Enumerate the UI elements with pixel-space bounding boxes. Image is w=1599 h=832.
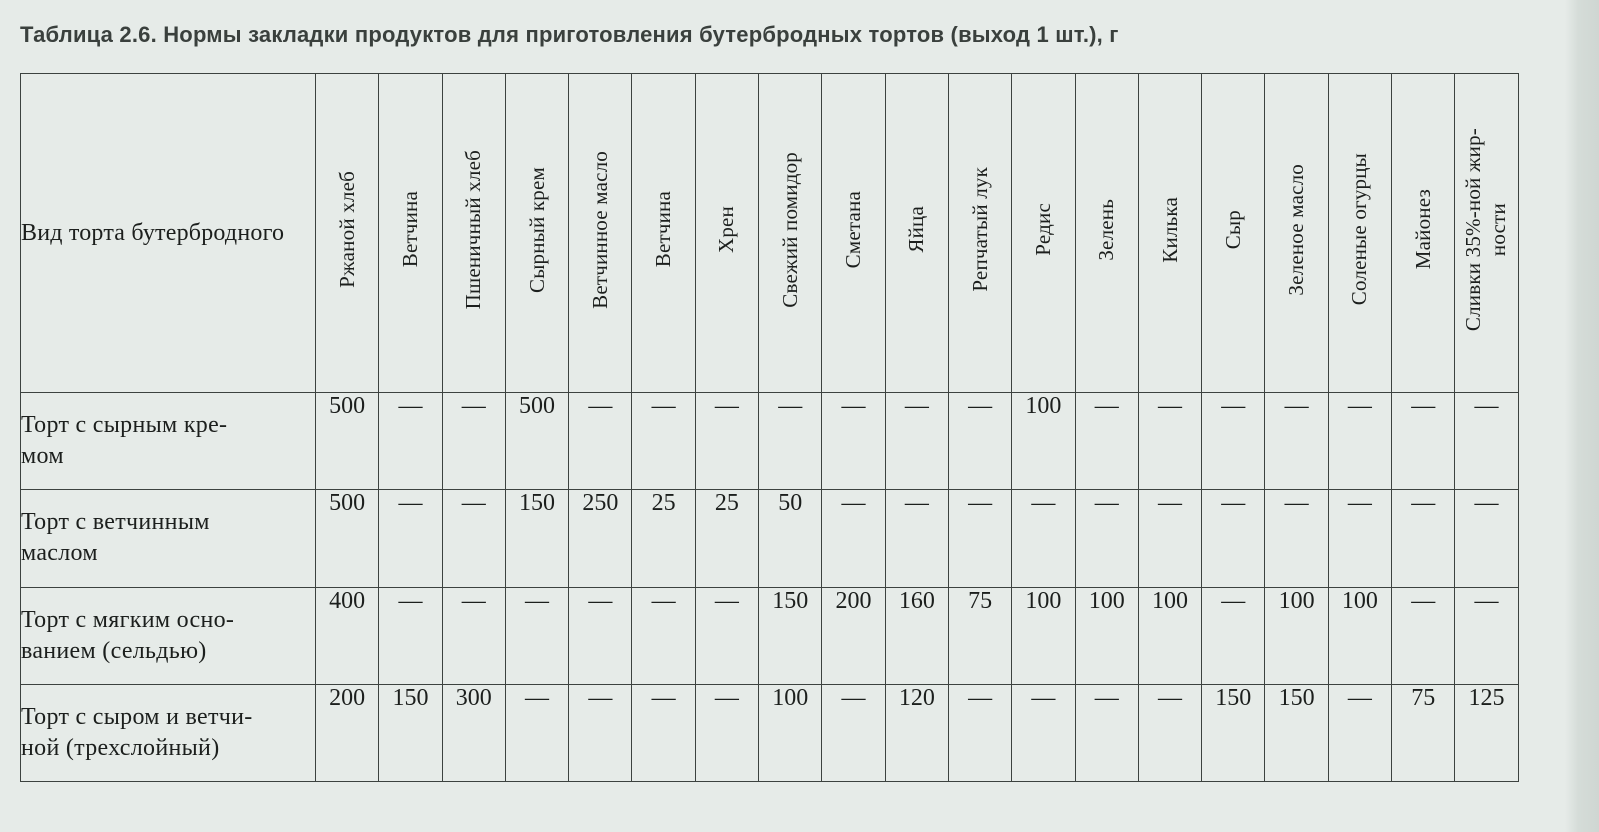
value-cell: —: [885, 490, 948, 587]
column-header: [569, 74, 632, 393]
value-cell: —: [1455, 393, 1518, 490]
column-header-label: Ржаной хлеб: [334, 171, 359, 288]
value-cell: —: [759, 393, 822, 490]
column-header: [1455, 74, 1518, 393]
value-cell: —: [695, 393, 758, 490]
column-header: [822, 74, 885, 393]
table-title: Таблица 2.6. Нормы закладки продуктов для приготовления бутербродных тортов (выход 1 шт.), г: [20, 22, 1119, 47]
value-cell: 25: [632, 490, 695, 587]
value-cell: —: [505, 684, 568, 781]
value-cell: 100: [1012, 587, 1075, 684]
value-cell: 25: [695, 490, 758, 587]
value-cell: —: [1455, 490, 1518, 587]
value-cell: —: [442, 393, 505, 490]
column-header-label: Ветчинное масло: [587, 150, 612, 309]
value-cell: —: [822, 393, 885, 490]
value-cell: —: [442, 587, 505, 684]
value-cell: —: [1392, 587, 1455, 684]
column-header-label: Сметана: [841, 190, 866, 269]
cake-name-cell: Торт с ветчинным маслом: [21, 490, 316, 587]
value-cell: —: [1328, 684, 1391, 781]
value-cell: —: [948, 490, 1011, 587]
column-header-label: Яйца: [904, 206, 929, 253]
column-header: [1075, 74, 1138, 393]
value-cell: —: [1328, 393, 1391, 490]
value-cell: —: [1012, 490, 1075, 587]
value-cell: 500: [316, 393, 379, 490]
value-cell: —: [1012, 684, 1075, 781]
value-cell: —: [822, 684, 885, 781]
cake-name-cell: Торт с сыром и ветчи- ной (трехслойный): [21, 684, 316, 781]
value-cell: 120: [885, 684, 948, 781]
table-row: [21, 684, 1519, 781]
cake-name-cell: Торт с мягким осно- ванием (сельдью): [21, 587, 316, 684]
value-cell: —: [1392, 490, 1455, 587]
value-cell: —: [379, 393, 442, 490]
value-cell: —: [1075, 490, 1138, 587]
value-cell: —: [505, 587, 568, 684]
value-cell: —: [632, 684, 695, 781]
value-cell: 500: [316, 490, 379, 587]
norms-table: [20, 73, 1519, 782]
value-cell: 150: [379, 684, 442, 781]
page-edge: [1565, 0, 1599, 832]
value-cell: —: [1265, 393, 1328, 490]
value-cell: 150: [505, 490, 568, 587]
value-cell: —: [948, 393, 1011, 490]
value-cell: 500: [505, 393, 568, 490]
column-header: [1138, 74, 1201, 393]
row-header-cell: Вид торта бутербродного: [21, 74, 316, 393]
header-row: [21, 74, 1519, 393]
value-cell: 300: [442, 684, 505, 781]
value-cell: 160: [885, 587, 948, 684]
column-header-label: Ветчина: [651, 191, 676, 268]
value-cell: 100: [1075, 587, 1138, 684]
value-cell: —: [569, 587, 632, 684]
column-header: [632, 74, 695, 393]
value-cell: 75: [1392, 684, 1455, 781]
column-header-label: Сливки 35%-ной жир- ности: [1461, 127, 1511, 332]
value-cell: —: [885, 393, 948, 490]
column-header: [885, 74, 948, 393]
value-cell: —: [569, 393, 632, 490]
value-cell: —: [1138, 684, 1201, 781]
value-cell: 200: [822, 587, 885, 684]
value-cell: —: [695, 587, 758, 684]
column-header: [759, 74, 822, 393]
value-cell: —: [1202, 490, 1265, 587]
value-cell: 200: [316, 684, 379, 781]
value-cell: —: [632, 587, 695, 684]
column-header: [1392, 74, 1455, 393]
column-header-label: Соленые огурцы: [1347, 153, 1372, 306]
value-cell: 250: [569, 490, 632, 587]
column-header: [1265, 74, 1328, 393]
column-header-label: Сыр: [1220, 209, 1245, 250]
value-cell: 150: [759, 587, 822, 684]
column-header: [379, 74, 442, 393]
value-cell: —: [822, 490, 885, 587]
value-cell: —: [1138, 490, 1201, 587]
column-header: [505, 74, 568, 393]
column-header-label: Репчатый лук: [967, 167, 992, 292]
value-cell: —: [948, 684, 1011, 781]
column-header: [695, 74, 758, 393]
column-header-label: Зеленое масло: [1284, 163, 1309, 296]
value-cell: —: [1265, 490, 1328, 587]
value-cell: 150: [1265, 684, 1328, 781]
value-cell: 100: [1328, 587, 1391, 684]
value-cell: —: [1328, 490, 1391, 587]
value-cell: —: [379, 587, 442, 684]
value-cell: —: [1455, 587, 1518, 684]
value-cell: 100: [1265, 587, 1328, 684]
table-row: [21, 587, 1519, 684]
value-cell: —: [379, 490, 442, 587]
column-header: [948, 74, 1011, 393]
column-header-label: Редис: [1030, 203, 1055, 256]
column-header: [316, 74, 379, 393]
value-cell: —: [569, 684, 632, 781]
column-header-label: Пшеничный хлеб: [461, 149, 486, 310]
value-cell: —: [442, 490, 505, 587]
column-header: [1202, 74, 1265, 393]
column-header-label: Сырный крем: [524, 166, 549, 293]
table-row: [21, 490, 1519, 587]
column-header: [442, 74, 505, 393]
column-header: [1328, 74, 1391, 393]
value-cell: 150: [1202, 684, 1265, 781]
column-header-label: Свежий помидор: [777, 151, 802, 308]
value-cell: —: [1202, 393, 1265, 490]
column-header-label: Килька: [1157, 196, 1182, 263]
column-header-label: Ветчина: [397, 191, 422, 268]
value-cell: —: [1202, 587, 1265, 684]
column-header: [1012, 74, 1075, 393]
value-cell: 100: [759, 684, 822, 781]
value-cell: 400: [316, 587, 379, 684]
value-cell: 125: [1455, 684, 1518, 781]
value-cell: 75: [948, 587, 1011, 684]
table-row: [21, 393, 1519, 490]
value-cell: —: [1392, 393, 1455, 490]
column-header-label: Майонез: [1410, 189, 1435, 270]
value-cell: —: [695, 684, 758, 781]
cake-name-cell: Торт с сырным кре- мом: [21, 393, 316, 490]
value-cell: 50: [759, 490, 822, 587]
value-cell: 100: [1138, 587, 1201, 684]
value-cell: —: [1138, 393, 1201, 490]
value-cell: —: [1075, 684, 1138, 781]
column-header-label: Хрен: [714, 205, 739, 254]
column-header-label: Зелень: [1094, 198, 1119, 261]
value-cell: —: [1075, 393, 1138, 490]
value-cell: —: [632, 393, 695, 490]
value-cell: 100: [1012, 393, 1075, 490]
